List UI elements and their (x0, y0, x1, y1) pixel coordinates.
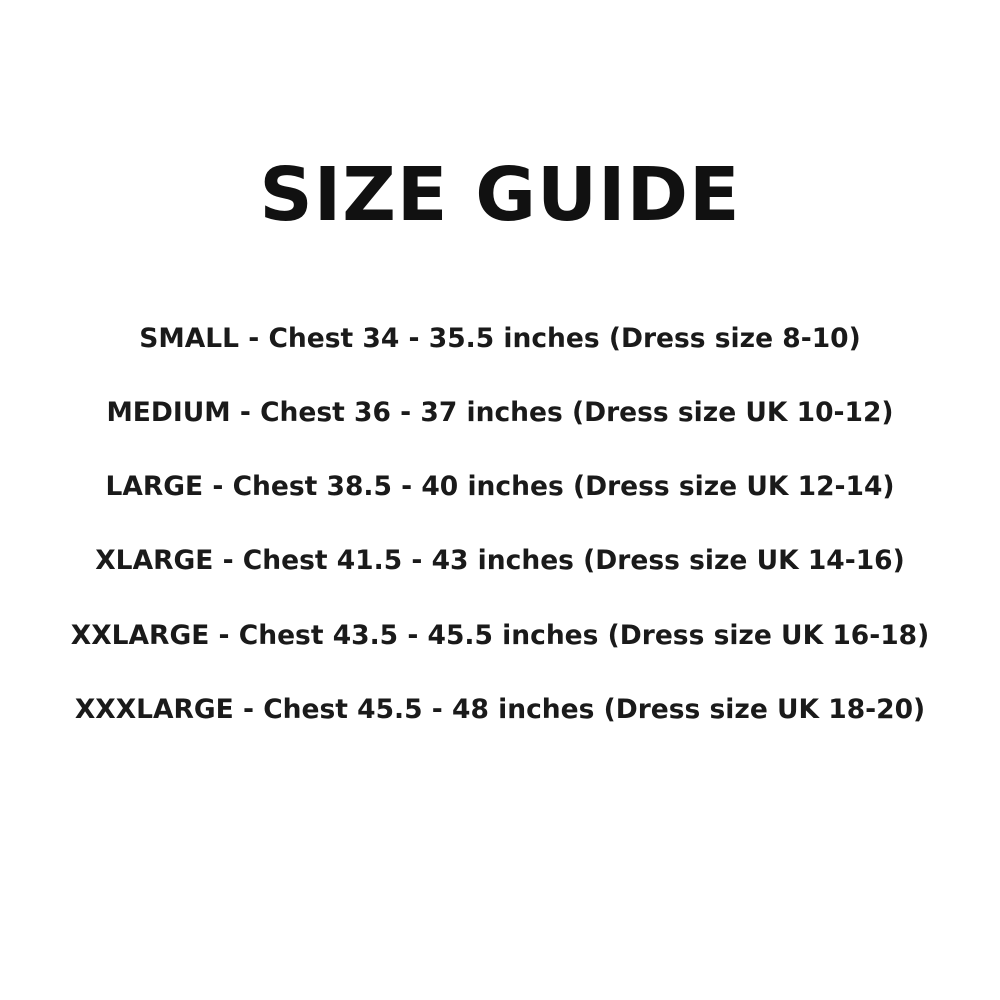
size-label: XXLARGE (70, 619, 210, 651)
size-label: MEDIUM (106, 397, 231, 429)
list-item (139, 324, 860, 353)
size-label: XXXLARGE (74, 693, 234, 725)
page-title: SIZE GUIDE (259, 152, 741, 238)
size-detail: - Chest 43.5 - 45.5 inches (Dress size UK 16-18) (209, 619, 930, 651)
size-detail: - Chest 38.5 - 40 inches (Dress size UK 12-14) (203, 471, 895, 503)
list-item (71, 621, 929, 650)
size-label: LARGE (105, 471, 204, 503)
size-detail: - Chest 34 - 35.5 inches (Dress size 8-10) (239, 323, 861, 354)
size-detail: - Chest 45.5 - 48 inches (Dress size UK 18-20) (233, 693, 926, 725)
list-item (75, 695, 925, 724)
size-list (0, 324, 1000, 724)
size-label: SMALL (139, 323, 240, 354)
list-item (106, 398, 893, 427)
size-label: XLARGE (95, 545, 214, 577)
size-detail: - Chest 36 - 37 inches (Dress size UK 10-12) (230, 397, 894, 429)
size-detail: - Chest 41.5 - 43 inches (Dress size UK 14-16) (213, 545, 905, 577)
list-item (95, 546, 904, 575)
list-item (105, 472, 894, 501)
